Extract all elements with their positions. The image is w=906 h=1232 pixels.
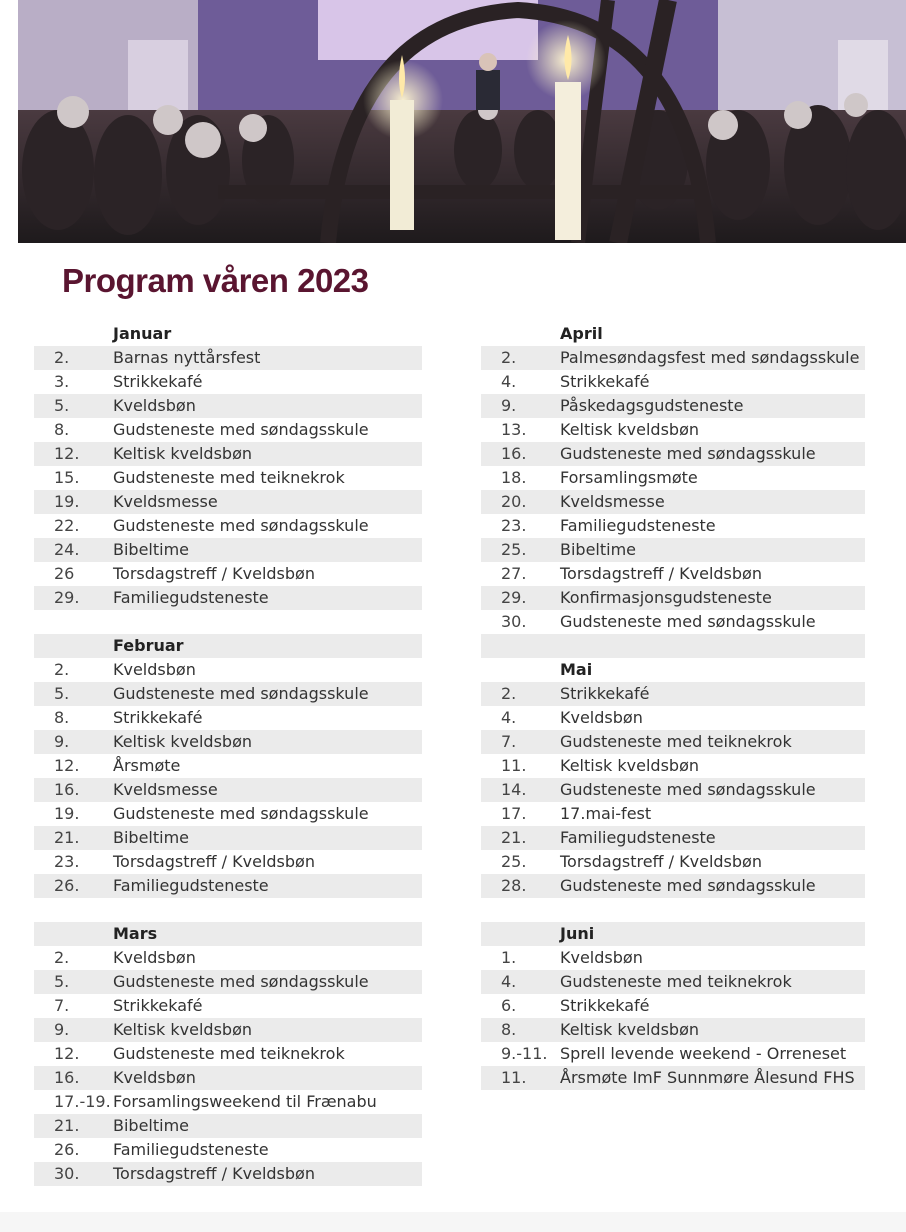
event-name: Kveldsmesse bbox=[560, 492, 665, 511]
event-date: 2. bbox=[54, 948, 70, 967]
event-date: 1. bbox=[501, 948, 517, 967]
event-row bbox=[34, 442, 422, 466]
event-row bbox=[481, 1066, 865, 1090]
event-row bbox=[481, 490, 865, 514]
event-name: Konfirmasjonsgudsteneste bbox=[560, 588, 772, 607]
event-row bbox=[481, 418, 865, 442]
month-heading-row bbox=[481, 922, 865, 946]
event-row bbox=[34, 1018, 422, 1042]
event-date: 25. bbox=[501, 540, 527, 559]
event-date: 26. bbox=[54, 876, 80, 895]
event-date: 30. bbox=[54, 1164, 80, 1183]
event-date: 6. bbox=[501, 996, 517, 1015]
event-date: 2. bbox=[54, 348, 70, 367]
month-name: Januar bbox=[113, 324, 172, 343]
month-heading-row bbox=[34, 634, 422, 658]
event-row bbox=[34, 1162, 422, 1186]
month-name: Mars bbox=[113, 924, 158, 943]
event-date: 8. bbox=[54, 708, 70, 727]
event-row bbox=[481, 802, 865, 826]
event-date: 19. bbox=[54, 804, 80, 823]
event-date: 17. bbox=[501, 804, 527, 823]
event-name: Sprell levende weekend - Orreneset bbox=[560, 1044, 847, 1063]
event-row bbox=[481, 1018, 865, 1042]
event-date: 14. bbox=[501, 780, 527, 799]
event-row bbox=[481, 346, 865, 370]
event-name: Keltisk kveldsbøn bbox=[113, 1020, 252, 1039]
event-date: 2. bbox=[501, 348, 517, 367]
event-date: 13. bbox=[501, 420, 527, 439]
event-name: Gudsteneste med søndagsskule bbox=[560, 444, 816, 463]
event-name: Kveldsbøn bbox=[113, 1068, 196, 1087]
event-name: Gudsteneste med søndagsskule bbox=[560, 612, 816, 631]
event-name: Gudsteneste med søndagsskule bbox=[113, 804, 369, 823]
event-row bbox=[481, 850, 865, 874]
event-row bbox=[34, 370, 422, 394]
event-date: 9.-11. bbox=[501, 1044, 548, 1063]
event-date: 8. bbox=[54, 420, 70, 439]
event-row bbox=[481, 1042, 865, 1066]
event-row bbox=[34, 466, 422, 490]
event-date: 21. bbox=[501, 828, 527, 847]
event-date: 26 bbox=[54, 564, 75, 583]
event-row bbox=[481, 514, 865, 538]
event-name: Strikkekafé bbox=[113, 372, 203, 391]
event-row bbox=[481, 394, 865, 418]
event-date: 29. bbox=[54, 588, 80, 607]
event-date: 24. bbox=[54, 540, 80, 559]
event-name: Påskedagsgudsteneste bbox=[560, 396, 744, 415]
event-row bbox=[481, 538, 865, 562]
event-name: Kveldsmesse bbox=[113, 780, 218, 799]
event-name: Torsdagstreff / Kveldsbøn bbox=[560, 852, 762, 871]
event-name: Forsamlingsweekend til Frænabu bbox=[113, 1092, 377, 1111]
event-name: Bibeltime bbox=[113, 1116, 190, 1135]
event-date: 17.-19. bbox=[54, 1092, 111, 1111]
event-row bbox=[34, 706, 422, 730]
month-heading-row bbox=[481, 658, 865, 682]
event-date: 5. bbox=[54, 972, 70, 991]
event-name: Keltisk kveldsbøn bbox=[113, 732, 252, 751]
event-name: Strikkekafé bbox=[560, 372, 650, 391]
month-name: Februar bbox=[113, 636, 184, 655]
candle-church-illustration bbox=[18, 0, 906, 243]
event-row bbox=[34, 874, 422, 898]
event-date: 2. bbox=[501, 684, 517, 703]
event-date: 12. bbox=[54, 444, 80, 463]
event-name: Årsmøte bbox=[113, 756, 181, 775]
event-date: 5. bbox=[54, 684, 70, 703]
event-name: Gudsteneste med teiknekrok bbox=[113, 1044, 345, 1063]
event-row bbox=[481, 730, 865, 754]
event-name: Keltisk kveldsbøn bbox=[560, 756, 699, 775]
event-name: Kveldsbøn bbox=[560, 948, 643, 967]
event-name: Familiegudsteneste bbox=[113, 876, 269, 895]
event-name: Kveldsbøn bbox=[560, 708, 643, 727]
event-date: 25. bbox=[501, 852, 527, 871]
event-date: 4. bbox=[501, 972, 517, 991]
page-title: Program våren 2023 bbox=[62, 262, 369, 299]
event-name: Strikkekafé bbox=[560, 996, 650, 1015]
event-row bbox=[34, 514, 422, 538]
event-row bbox=[34, 994, 422, 1018]
spacer-row bbox=[34, 898, 422, 922]
event-row bbox=[481, 946, 865, 970]
event-name: Torsdagstreff / Kveldsbøn bbox=[113, 564, 315, 583]
event-date: 19. bbox=[54, 492, 80, 511]
event-date: 9. bbox=[54, 1020, 70, 1039]
event-date: 9. bbox=[54, 732, 70, 751]
event-name: Familiegudsteneste bbox=[113, 1140, 269, 1159]
event-date: 20. bbox=[501, 492, 527, 511]
event-name: Palmesøndagsfest med søndagsskule bbox=[560, 348, 860, 367]
event-name: Familiegudsteneste bbox=[113, 588, 269, 607]
event-date: 7. bbox=[501, 732, 517, 751]
event-name: Gudsteneste med søndagsskule bbox=[560, 876, 816, 895]
event-date: 21. bbox=[54, 1116, 80, 1135]
event-row bbox=[34, 730, 422, 754]
event-date: 16. bbox=[54, 1068, 80, 1087]
event-row bbox=[34, 1090, 422, 1114]
event-date: 18. bbox=[501, 468, 527, 487]
event-row bbox=[481, 370, 865, 394]
event-row bbox=[481, 610, 865, 634]
event-row bbox=[481, 778, 865, 802]
event-row bbox=[34, 490, 422, 514]
month-heading-row bbox=[34, 322, 422, 346]
event-row bbox=[34, 1138, 422, 1162]
event-row bbox=[34, 394, 422, 418]
spacer-row bbox=[481, 634, 865, 658]
program-column-left bbox=[34, 322, 422, 1186]
event-name: Keltisk kveldsbøn bbox=[560, 1020, 699, 1039]
event-name: Torsdagstreff / Kveldsbøn bbox=[560, 564, 762, 583]
event-name: Gudsteneste med søndagsskule bbox=[560, 780, 816, 799]
event-date: 22. bbox=[54, 516, 80, 535]
event-name: Kveldsbøn bbox=[113, 396, 196, 415]
event-date: 16. bbox=[54, 780, 80, 799]
event-name: Årsmøte ImF Sunnmøre Ålesund FHS bbox=[560, 1068, 855, 1087]
event-date: 8. bbox=[501, 1020, 517, 1039]
event-row bbox=[481, 706, 865, 730]
event-name: Bibeltime bbox=[113, 828, 190, 847]
event-row bbox=[34, 346, 422, 370]
event-name: Kveldsbøn bbox=[113, 660, 196, 679]
event-name: Gudsteneste med teiknekrok bbox=[560, 732, 792, 751]
event-name: Gudsteneste med søndagsskule bbox=[113, 420, 369, 439]
event-name: Gudsteneste med søndagsskule bbox=[113, 972, 369, 991]
header-photo bbox=[18, 0, 906, 243]
event-name: Gudsteneste med søndagsskule bbox=[113, 516, 369, 535]
spacer-row bbox=[34, 610, 422, 634]
event-row bbox=[34, 538, 422, 562]
event-row bbox=[481, 466, 865, 490]
month-name: Mai bbox=[560, 660, 593, 679]
event-name: Kveldsmesse bbox=[113, 492, 218, 511]
event-date: 5. bbox=[54, 396, 70, 415]
event-date: 12. bbox=[54, 756, 80, 775]
event-row bbox=[34, 850, 422, 874]
event-row bbox=[34, 562, 422, 586]
event-date: 23. bbox=[501, 516, 527, 535]
event-row bbox=[481, 826, 865, 850]
event-name: Gudsteneste med teiknekrok bbox=[113, 468, 345, 487]
event-name: Gudsteneste med søndagsskule bbox=[113, 684, 369, 703]
program-column-right bbox=[481, 322, 865, 1090]
event-row bbox=[34, 802, 422, 826]
event-row bbox=[34, 418, 422, 442]
event-date: 26. bbox=[54, 1140, 80, 1159]
event-name: Familiegudsteneste bbox=[560, 516, 716, 535]
event-row bbox=[34, 754, 422, 778]
event-name: Torsdagstreff / Kveldsbøn bbox=[113, 1164, 315, 1183]
event-row bbox=[481, 874, 865, 898]
event-row bbox=[34, 778, 422, 802]
page-bottom-band bbox=[0, 1212, 906, 1232]
event-name: Gudsteneste med teiknekrok bbox=[560, 972, 792, 991]
event-row bbox=[481, 562, 865, 586]
event-row bbox=[481, 442, 865, 466]
event-row bbox=[34, 586, 422, 610]
event-date: 21. bbox=[54, 828, 80, 847]
event-date: 11. bbox=[501, 1068, 527, 1087]
event-name: Strikkekafé bbox=[113, 996, 203, 1015]
event-date: 4. bbox=[501, 708, 517, 727]
event-row bbox=[34, 658, 422, 682]
event-date: 12. bbox=[54, 1044, 80, 1063]
event-date: 9. bbox=[501, 396, 517, 415]
event-name: Strikkekafé bbox=[113, 708, 203, 727]
month-name: Juni bbox=[560, 924, 595, 943]
event-row bbox=[34, 1114, 422, 1138]
event-name: Bibeltime bbox=[113, 540, 190, 559]
event-date: 3. bbox=[54, 372, 70, 391]
event-row bbox=[481, 682, 865, 706]
event-row bbox=[34, 1066, 422, 1090]
event-date: 28. bbox=[501, 876, 527, 895]
event-row bbox=[34, 826, 422, 850]
event-date: 2. bbox=[54, 660, 70, 679]
event-date: 27. bbox=[501, 564, 527, 583]
event-name: Kveldsbøn bbox=[113, 948, 196, 967]
event-name: Barnas nyttårsfest bbox=[113, 348, 261, 367]
spacer-row bbox=[481, 898, 865, 922]
event-name: Forsamlingsmøte bbox=[560, 468, 698, 487]
event-row bbox=[481, 754, 865, 778]
event-name: 17.mai-fest bbox=[560, 804, 652, 823]
event-date: 4. bbox=[501, 372, 517, 391]
event-name: Strikkekafé bbox=[560, 684, 650, 703]
event-name: Bibeltime bbox=[560, 540, 637, 559]
event-row bbox=[481, 970, 865, 994]
event-date: 11. bbox=[501, 756, 527, 775]
event-date: 23. bbox=[54, 852, 80, 871]
event-row bbox=[481, 586, 865, 610]
event-name: Keltisk kveldsbøn bbox=[560, 420, 699, 439]
event-row bbox=[34, 1042, 422, 1066]
event-name: Keltisk kveldsbøn bbox=[113, 444, 252, 463]
event-date: 7. bbox=[54, 996, 70, 1015]
event-row bbox=[34, 682, 422, 706]
event-name: Familiegudsteneste bbox=[560, 828, 716, 847]
event-date: 29. bbox=[501, 588, 527, 607]
month-heading-row bbox=[481, 322, 865, 346]
month-name: April bbox=[560, 324, 603, 343]
event-date: 16. bbox=[501, 444, 527, 463]
event-date: 30. bbox=[501, 612, 527, 631]
event-date: 15. bbox=[54, 468, 80, 487]
event-row bbox=[34, 946, 422, 970]
event-row bbox=[34, 970, 422, 994]
month-heading-row bbox=[34, 922, 422, 946]
event-row bbox=[481, 994, 865, 1018]
event-name: Torsdagstreff / Kveldsbøn bbox=[113, 852, 315, 871]
